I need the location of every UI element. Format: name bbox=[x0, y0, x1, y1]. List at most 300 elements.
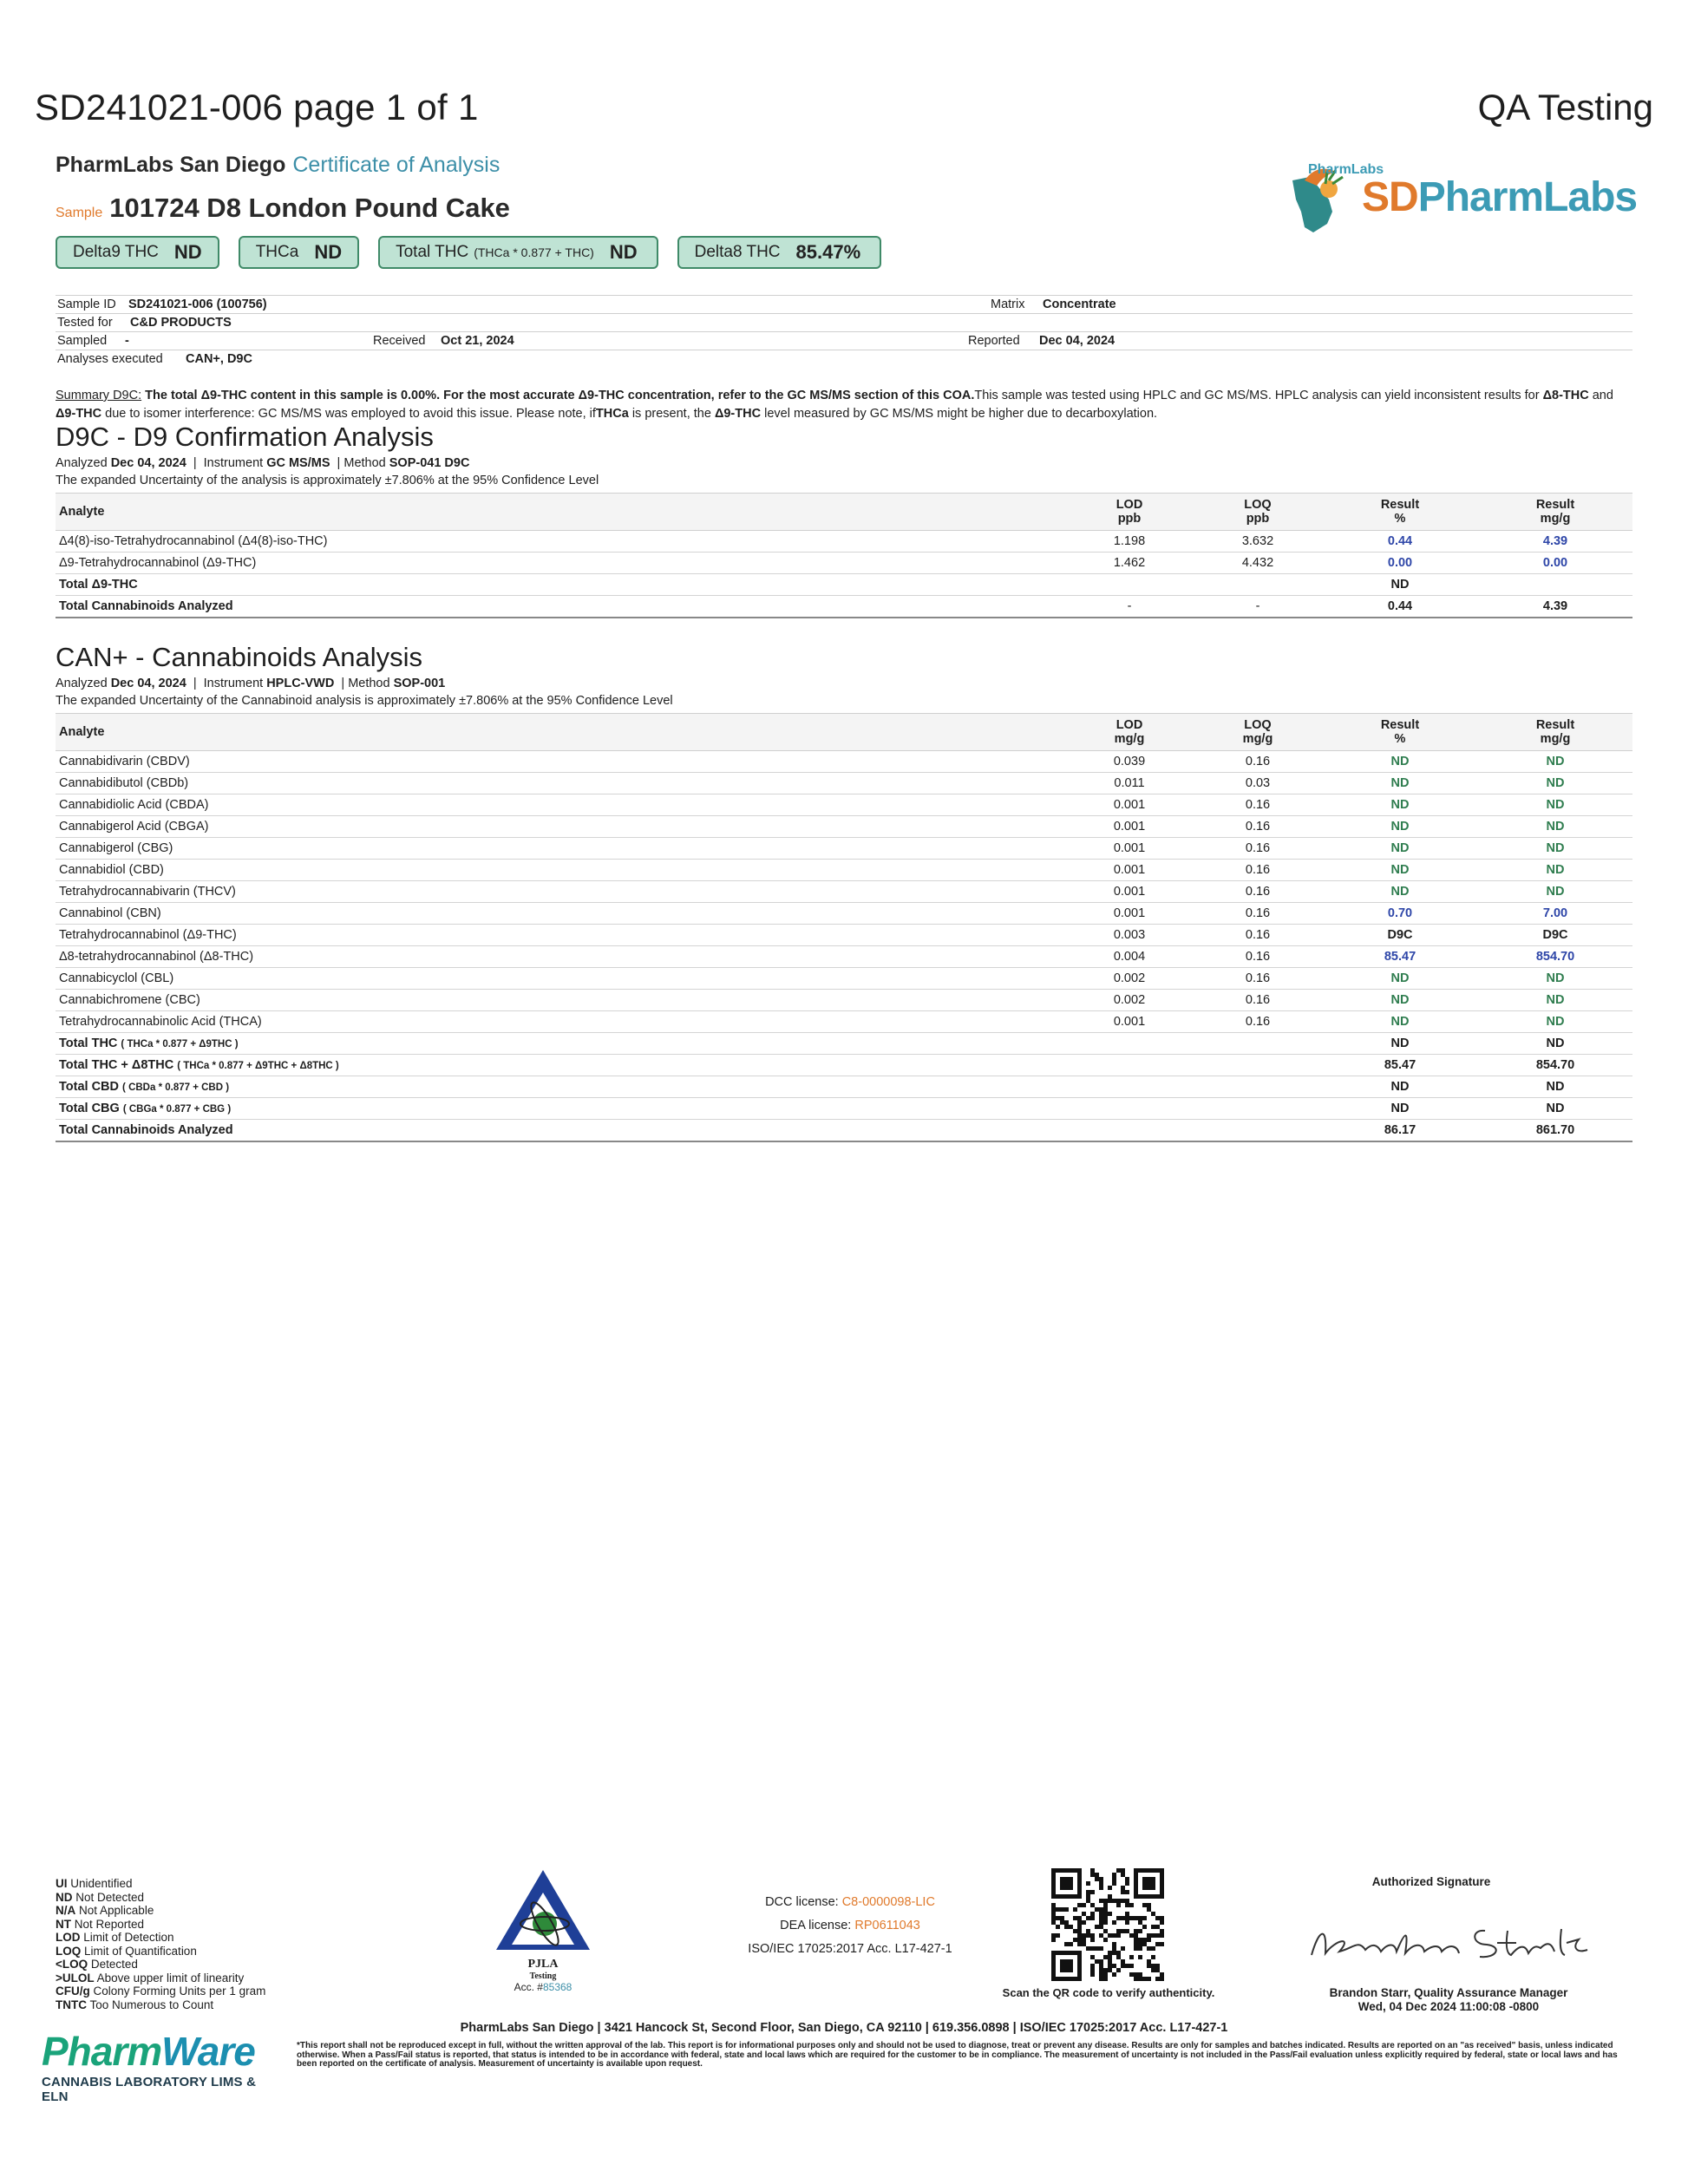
loq-cell: 4.432 bbox=[1194, 553, 1322, 574]
loq-cell bbox=[1194, 1098, 1322, 1120]
table-row bbox=[56, 946, 1632, 968]
qa-testing-label: QA Testing bbox=[1477, 87, 1653, 128]
received-label: Received bbox=[373, 334, 426, 348]
pill-label: Delta8 THC bbox=[694, 243, 781, 261]
total-row bbox=[56, 1098, 1632, 1120]
reported-value: Dec 04, 2024 bbox=[1039, 334, 1116, 348]
legend-item bbox=[56, 1971, 265, 1985]
result-mg-cell: ND bbox=[1478, 794, 1632, 816]
dcc-license bbox=[694, 1891, 1006, 1914]
iso-accreditation: ISO/IEC 17025:2017 Acc. L17-427-1 bbox=[748, 1942, 952, 1956]
result-pct-cell: ND bbox=[1322, 751, 1478, 773]
sample-heading bbox=[56, 193, 510, 224]
table-row bbox=[56, 773, 1632, 794]
total-formula: ( THCa * 0.877 + Δ9THC + Δ8THC ) bbox=[177, 1061, 339, 1071]
loq-cell: 0.16 bbox=[1194, 860, 1322, 881]
legend-text: Colony Forming Units per 1 gram bbox=[93, 1985, 266, 1998]
result-mg-cell: ND bbox=[1478, 881, 1632, 903]
loq-cell: 3.632 bbox=[1194, 531, 1322, 553]
table-row bbox=[56, 881, 1632, 903]
signature-title: Authorized Signature bbox=[1371, 1875, 1491, 1888]
result-mg-cell: 0.00 bbox=[1478, 553, 1632, 574]
loq-cell: 0.16 bbox=[1194, 946, 1322, 968]
lod-cell: 1.462 bbox=[1065, 553, 1194, 574]
legend-item bbox=[56, 1891, 265, 1905]
can-uncertainty: The expanded Uncertainty of the Cannabinoid analysis is approximately ±7.806% at the 95% Confidence Level bbox=[56, 694, 673, 708]
analyte-cell: Cannabigerol Acid (CBGA) bbox=[56, 816, 1065, 838]
dcc-value: C8-0000098-LIC bbox=[841, 1895, 935, 1909]
dea-value: RP0611043 bbox=[854, 1919, 920, 1932]
analyte-cell: Cannabidiolic Acid (CBDA) bbox=[56, 794, 1065, 816]
table-row bbox=[56, 751, 1632, 773]
lod-cell: 0.002 bbox=[1065, 990, 1194, 1011]
can-table bbox=[56, 713, 1632, 1142]
summary-term: THCa bbox=[595, 407, 629, 421]
reported-label: Reported bbox=[968, 334, 1020, 348]
logo-sd: SD bbox=[1362, 174, 1418, 220]
summary-text: due to isomer interference: GC MS/MS was employed to avoid this issue. Please note, if bbox=[101, 407, 596, 421]
meta-row bbox=[56, 295, 1632, 313]
result-header-unit: % bbox=[1394, 512, 1406, 526]
analyte-cell: Cannabidivarin (CBDV) bbox=[56, 751, 1065, 773]
result-header-unit: % bbox=[1394, 732, 1406, 746]
result-mg-cell: 4.39 bbox=[1478, 531, 1632, 553]
matrix-label: Matrix bbox=[991, 298, 1025, 311]
result-pct-cell: ND bbox=[1322, 574, 1478, 596]
instrument-value: GC MS/MS bbox=[266, 456, 330, 470]
table-header-row bbox=[56, 494, 1632, 531]
table-row bbox=[56, 531, 1632, 553]
total-label: Total CBG bbox=[59, 1102, 120, 1115]
loq-cell: 0.16 bbox=[1194, 881, 1322, 903]
legend-abbr: <LOQ bbox=[56, 1958, 88, 1971]
sample-tag: Sample bbox=[56, 206, 103, 220]
analyte-cell: Cannabicyclol (CBL) bbox=[56, 968, 1065, 990]
loq-cell: 0.16 bbox=[1194, 903, 1322, 925]
result-pct-cell: 0.70 bbox=[1322, 903, 1478, 925]
analyte-cell: Cannabigerol (CBG) bbox=[56, 838, 1065, 860]
lod-cell: 0.003 bbox=[1065, 925, 1194, 946]
sampled-label: Sampled bbox=[57, 334, 108, 348]
loq-header bbox=[1194, 494, 1322, 531]
analyte-cell: Tetrahydrocannabinolic Acid (THCA) bbox=[56, 1011, 1065, 1033]
analyte-cell bbox=[56, 1120, 1065, 1142]
total-formula: ( CBDa * 0.877 + CBD ) bbox=[122, 1082, 230, 1093]
total-label: Total THC + Δ8THC bbox=[59, 1058, 174, 1072]
analyte-cell: Tetrahydrocannabivarin (THCV) bbox=[56, 881, 1065, 903]
result-pct-cell: ND bbox=[1322, 1098, 1478, 1120]
result-mg-cell: ND bbox=[1478, 860, 1632, 881]
legend-text: Not Applicable bbox=[79, 1904, 154, 1917]
pill-delta8-thc bbox=[677, 236, 882, 269]
result-pct-cell: ND bbox=[1322, 881, 1478, 903]
legend-abbr: N/A bbox=[56, 1904, 76, 1917]
loq-cell: 0.16 bbox=[1194, 816, 1322, 838]
total-d9-row bbox=[56, 574, 1632, 596]
result-mg-cell: 861.70 bbox=[1478, 1120, 1632, 1142]
total-row bbox=[56, 1120, 1632, 1142]
lod-cell: 0.001 bbox=[1065, 838, 1194, 860]
legend-item bbox=[56, 1998, 265, 2012]
result-pct-header bbox=[1322, 714, 1478, 751]
pill-formula: (THCa * 0.877 + THC) bbox=[474, 245, 594, 259]
lod-cell bbox=[1065, 1098, 1194, 1120]
legend-item bbox=[56, 1931, 265, 1945]
loq-cell: 0.16 bbox=[1194, 1011, 1322, 1033]
table-row bbox=[56, 816, 1632, 838]
loq-header-label: LOQ bbox=[1244, 718, 1272, 732]
loq-cell bbox=[1194, 1033, 1322, 1055]
sample-id-label: Sample ID bbox=[57, 298, 116, 311]
loq-cell bbox=[1194, 574, 1322, 596]
summary-term: Δ9-THC bbox=[714, 407, 762, 421]
summary-text: is present, the bbox=[628, 407, 715, 421]
analyte-cell: Cannabidibutol (CBDb) bbox=[56, 773, 1065, 794]
dea-license bbox=[694, 1914, 1006, 1938]
result-header-label: Result bbox=[1535, 498, 1575, 512]
lod-cell: - bbox=[1065, 596, 1194, 618]
result-header-label: Result bbox=[1535, 718, 1575, 732]
summary-text: level measured by GC MS/MS might be higher due to decarboxylation. bbox=[761, 407, 1158, 421]
d9c-table bbox=[56, 493, 1632, 618]
result-pct-cell: ND bbox=[1322, 1076, 1478, 1098]
sample-id: SD241021-006 (100756) bbox=[128, 298, 267, 311]
result-pct-header bbox=[1322, 494, 1478, 531]
result-pct-cell: ND bbox=[1322, 968, 1478, 990]
logo-pharm: Pharm bbox=[1417, 174, 1544, 220]
total-label: Total THC bbox=[59, 1036, 118, 1050]
result-mg-header bbox=[1478, 494, 1632, 531]
signatory bbox=[1301, 1986, 1596, 2014]
lod-cell: 0.001 bbox=[1065, 816, 1194, 838]
loq-cell bbox=[1194, 1120, 1322, 1142]
lod-header-label: LOD bbox=[1116, 718, 1143, 732]
disclaimer: *This report shall not be reproduced except in full, without the written approval of the lab. This report is for informational purposes only and should not be used to diagnose, treat or prevent any disease. Results are only for samples and batches indicated. Results are reported on an "as received" basis, unless indicated otherwise. When a Pass/Fail status is reported, that status is intended to be in accordance with federal, state and local laws which are required for the customer to be in compliance. The measurement of uncertainty is not included in the Pass/Fail evaluation unless explicitly required by federal, state or local laws and has been reported on the certificate of analysis. Measurement of uncertainty is available upon request. bbox=[297, 2041, 1618, 2069]
pill-value: 85.47% bbox=[795, 241, 861, 263]
loq-cell bbox=[1194, 1076, 1322, 1098]
pharmware-pharm: Pharm bbox=[42, 2029, 162, 2074]
analyzed-value: Dec 04, 2024 bbox=[110, 677, 186, 690]
method-label: Method bbox=[348, 677, 390, 690]
d9c-analyzed-line: Analyzed Dec 04, 2024 | Instrument GC MS/MS | Method SOP-041 D9C bbox=[56, 456, 470, 470]
analyses-label: Analyses executed bbox=[57, 352, 163, 366]
result-pct-cell: 85.47 bbox=[1322, 946, 1478, 968]
total-label: Total Cannabinoids Analyzed bbox=[59, 1123, 233, 1137]
pill-delta9-thc bbox=[56, 236, 219, 269]
lod-cell: 1.198 bbox=[1065, 531, 1194, 553]
loq-cell: 0.16 bbox=[1194, 925, 1322, 946]
lod-cell: 0.001 bbox=[1065, 903, 1194, 925]
lod-cell: 0.004 bbox=[1065, 946, 1194, 968]
analyte-cell: Total Cannabinoids Analyzed bbox=[56, 596, 1065, 618]
analyte-cell bbox=[56, 1033, 1065, 1055]
analyte-cell: Tetrahydrocannabinol (Δ9-THC) bbox=[56, 925, 1065, 946]
analyzed-label: Analyzed bbox=[56, 677, 108, 690]
legend-text: Above upper limit of linearity bbox=[96, 1971, 245, 1985]
pharmware-tagline: CANNABIS LABORATORY LIMS & ELN bbox=[42, 2075, 257, 2104]
lod-header-label: LOD bbox=[1116, 498, 1143, 512]
result-mg-cell: 854.70 bbox=[1478, 1055, 1632, 1076]
pill-label: THCa bbox=[255, 243, 299, 261]
loq-header-unit: mg/g bbox=[1242, 732, 1273, 746]
result-header-label: Result bbox=[1380, 498, 1420, 512]
legend-abbr: UI bbox=[56, 1877, 68, 1890]
result-mg-cell: ND bbox=[1478, 1011, 1632, 1033]
meta-row bbox=[56, 350, 1632, 368]
total-formula: ( THCa * 0.877 + Δ9THC ) bbox=[121, 1039, 239, 1049]
abbreviation-legend bbox=[56, 1877, 265, 2011]
result-header-unit: mg/g bbox=[1540, 732, 1571, 746]
analyses-value: CAN+, D9C bbox=[186, 352, 252, 366]
analyte-header: Analyte bbox=[56, 714, 1065, 751]
table-row bbox=[56, 553, 1632, 574]
matrix-value: Concentrate bbox=[1043, 298, 1116, 311]
lod-cell: 0.039 bbox=[1065, 751, 1194, 773]
pill-value: ND bbox=[314, 241, 343, 263]
lod-cell bbox=[1065, 1076, 1194, 1098]
table-row bbox=[56, 838, 1632, 860]
received-value: Oct 21, 2024 bbox=[441, 334, 514, 348]
analyzed-label: Analyzed bbox=[56, 456, 108, 470]
result-pct-cell: ND bbox=[1322, 1033, 1478, 1055]
result-mg-cell: ND bbox=[1478, 990, 1632, 1011]
pjla-acc-label: Acc. # bbox=[514, 1981, 543, 1993]
legend-abbr: LOQ bbox=[56, 1944, 82, 1958]
loq-cell: 0.16 bbox=[1194, 751, 1322, 773]
analyte-cell: Δ4(8)-iso-Tetrahydrocannabinol (Δ4(8)-iso-THC) bbox=[56, 531, 1065, 553]
signature-date: Wed, 04 Dec 2024 11:00:08 -0800 bbox=[1358, 2000, 1540, 2013]
meta-row bbox=[56, 313, 1632, 331]
lod-cell: 0.001 bbox=[1065, 881, 1194, 903]
doc-type: Certificate of Analysis bbox=[292, 153, 501, 177]
tested-for: C&D PRODUCTS bbox=[130, 316, 232, 330]
legend-text: Unidentified bbox=[70, 1877, 133, 1890]
total-row bbox=[56, 1076, 1632, 1098]
verification-qr-code[interactable] bbox=[1051, 1868, 1164, 1981]
summary-pills bbox=[56, 236, 881, 269]
summary-term: Δ9-THC bbox=[56, 407, 102, 421]
instrument-label: Instrument bbox=[203, 456, 264, 470]
result-mg-header bbox=[1478, 714, 1632, 751]
dea-label: DEA license: bbox=[780, 1919, 852, 1932]
result-mg-cell: ND bbox=[1478, 1033, 1632, 1055]
result-pct-cell: ND bbox=[1322, 773, 1478, 794]
legend-item bbox=[56, 1958, 265, 1971]
licenses bbox=[694, 1891, 1006, 1961]
pjla-name: PJLA bbox=[527, 1958, 559, 1971]
lod-header-unit: ppb bbox=[1117, 512, 1142, 526]
loq-cell: 0.16 bbox=[1194, 968, 1322, 990]
result-pct-cell: ND bbox=[1322, 794, 1478, 816]
pharmware-wordmark bbox=[42, 2030, 267, 2073]
sdpharmlabs-logo bbox=[1275, 154, 1638, 241]
instrument-label: Instrument bbox=[203, 677, 264, 690]
instrument-value: HPLC-VWD bbox=[266, 677, 335, 690]
analyte-cell: Cannabinol (CBN) bbox=[56, 903, 1065, 925]
lod-cell: 0.001 bbox=[1065, 1011, 1194, 1033]
loq-cell: 0.16 bbox=[1194, 794, 1322, 816]
table-row bbox=[56, 925, 1632, 946]
result-mg-cell: 7.00 bbox=[1478, 903, 1632, 925]
legend-abbr: TNTC bbox=[56, 1998, 87, 2011]
result-pct-cell: 85.47 bbox=[1322, 1055, 1478, 1076]
lod-cell: 0.001 bbox=[1065, 794, 1194, 816]
loq-cell: 0.16 bbox=[1194, 990, 1322, 1011]
pill-label: Delta9 THC bbox=[73, 243, 159, 261]
table-row bbox=[56, 903, 1632, 925]
total-label: Total CBD bbox=[59, 1080, 120, 1094]
result-mg-cell: ND bbox=[1478, 838, 1632, 860]
result-pct-cell: ND bbox=[1322, 816, 1478, 838]
table-row bbox=[56, 794, 1632, 816]
result-mg-cell: ND bbox=[1478, 816, 1632, 838]
lod-header bbox=[1065, 494, 1194, 531]
summary-text: This sample was tested using HPLC and GC MS/MS. HPLC analysis can yield inconsistent results for bbox=[974, 389, 1543, 402]
legend-abbr: ND bbox=[56, 1890, 73, 1904]
analyzed-value: Dec 04, 2024 bbox=[110, 456, 186, 470]
report-id-page: SD241021-006 page 1 of 1 bbox=[35, 87, 479, 128]
result-mg-cell: 854.70 bbox=[1478, 946, 1632, 968]
analyte-cell: Δ8-tetrahydrocannabinol (Δ8-THC) bbox=[56, 946, 1065, 968]
result-pct-cell: ND bbox=[1322, 1011, 1478, 1033]
logo-arc-label: PharmLabs bbox=[1308, 162, 1384, 177]
method-value: SOP-001 bbox=[393, 677, 446, 690]
table-row bbox=[56, 1011, 1632, 1033]
legend-abbr: >ULOL bbox=[56, 1971, 95, 1985]
pill-thca bbox=[239, 236, 359, 269]
pill-value: ND bbox=[609, 241, 638, 263]
summary-label: Summary D9C: bbox=[56, 389, 142, 402]
lod-cell bbox=[1065, 1055, 1194, 1076]
pjla-acc-number: 85368 bbox=[542, 1981, 572, 1993]
lab-heading bbox=[56, 153, 500, 178]
pharmware-ware: Ware bbox=[161, 2029, 255, 2074]
analyte-cell: Δ9-Tetrahydrocannabinol (Δ9-THC) bbox=[56, 553, 1065, 574]
loq-cell: 0.16 bbox=[1194, 838, 1322, 860]
can-title: CAN+ - Cannabinoids Analysis bbox=[56, 642, 423, 672]
legend-abbr: NT bbox=[56, 1917, 71, 1931]
summary-term: Δ8-THC bbox=[1542, 389, 1589, 402]
legend-item bbox=[56, 1918, 265, 1932]
result-mg-cell: D9C bbox=[1478, 925, 1632, 946]
table-row bbox=[56, 968, 1632, 990]
result-pct-cell: 0.44 bbox=[1322, 596, 1478, 618]
analyte-cell bbox=[56, 1076, 1065, 1098]
legend-item bbox=[56, 1945, 265, 1958]
legend-text: Limit of Detection bbox=[83, 1931, 174, 1944]
analyte-cell: Cannabichromene (CBC) bbox=[56, 990, 1065, 1011]
result-pct-cell: ND bbox=[1322, 860, 1478, 881]
result-pct-cell: 0.44 bbox=[1322, 531, 1478, 553]
dcc-label: DCC license: bbox=[765, 1895, 839, 1909]
result-header-label: Result bbox=[1380, 718, 1420, 732]
legend-abbr: LOD bbox=[56, 1931, 81, 1944]
signature-image bbox=[1301, 1905, 1596, 1974]
meta-row bbox=[56, 331, 1632, 350]
result-header-unit: mg/g bbox=[1540, 512, 1571, 526]
lod-cell bbox=[1065, 1033, 1194, 1055]
lab-address: PharmLabs San Diego | 3421 Hancock St, Second Floor, San Diego, CA 92110 | 619.356.0898 | ISO/IEC 17025:2017 Acc. L17-427-1 bbox=[460, 2021, 1228, 2035]
result-mg-cell: ND bbox=[1478, 751, 1632, 773]
analyte-cell bbox=[56, 1055, 1065, 1076]
legend-text: Not Reported bbox=[74, 1917, 145, 1931]
result-pct-cell: D9C bbox=[1322, 925, 1478, 946]
signatory-name: Brandon Starr, Quality Assurance Manager bbox=[1329, 1986, 1568, 1999]
lod-cell bbox=[1065, 574, 1194, 596]
tested-for-label: Tested for bbox=[57, 316, 113, 330]
result-pct-cell: 0.00 bbox=[1322, 553, 1478, 574]
lod-cell: 0.002 bbox=[1065, 968, 1194, 990]
summary-text: and bbox=[1588, 389, 1613, 402]
loq-header-label: LOQ bbox=[1244, 498, 1272, 512]
analyte-cell bbox=[56, 1098, 1065, 1120]
legend-text: Detected bbox=[90, 1958, 138, 1971]
lod-cell: 0.001 bbox=[1065, 860, 1194, 881]
total-row bbox=[56, 1033, 1632, 1055]
lod-cell bbox=[1065, 1120, 1194, 1142]
result-mg-cell: ND bbox=[1478, 773, 1632, 794]
pill-value: ND bbox=[173, 241, 202, 263]
can-analyzed-line: Analyzed Dec 04, 2024 | Instrument HPLC-VWD | Method SOP-001 bbox=[56, 677, 446, 690]
logo-wordmark bbox=[1362, 173, 1637, 221]
lab-name: PharmLabs San Diego bbox=[56, 153, 286, 177]
pjla-triangle-icon bbox=[491, 1867, 595, 1971]
pharmware-logo bbox=[42, 2030, 267, 2102]
analyte-cell: Cannabidiol (CBD) bbox=[56, 860, 1065, 881]
result-pct-cell: ND bbox=[1322, 838, 1478, 860]
loq-cell: 0.03 bbox=[1194, 773, 1322, 794]
pill-label: Total THC bbox=[396, 243, 469, 261]
analyte-header: Analyte bbox=[56, 494, 1065, 531]
legend-text: Too Numerous to Count bbox=[89, 1998, 214, 2011]
summary-bold: The total Δ9-THC content in this sample is 0.00%. For the most accurate Δ9-THC concentration, refer to the GC MS/MS section of this COA. bbox=[145, 389, 975, 402]
method-label: Method bbox=[343, 456, 386, 470]
result-mg-cell: ND bbox=[1478, 1076, 1632, 1098]
sampled-value: - bbox=[125, 334, 129, 348]
pjla-badge bbox=[491, 1867, 595, 2005]
summary-d9c bbox=[56, 387, 1632, 423]
result-mg-cell: ND bbox=[1478, 968, 1632, 990]
table-row bbox=[56, 860, 1632, 881]
table-row bbox=[56, 990, 1632, 1011]
sample-meta bbox=[56, 295, 1632, 368]
qr-code-icon bbox=[1051, 1868, 1164, 1981]
legend-item bbox=[56, 1985, 265, 1998]
legend-abbr: CFU/g bbox=[56, 1985, 90, 1998]
total-row bbox=[56, 1055, 1632, 1076]
qr-caption: Scan the QR code to verify authenticity. bbox=[1002, 1986, 1215, 1999]
legend-text: Not Detected bbox=[75, 1890, 145, 1904]
legend-text: Limit of Quantification bbox=[84, 1944, 197, 1958]
loq-header-unit: ppb bbox=[1246, 512, 1270, 526]
lod-header bbox=[1065, 714, 1194, 751]
analyte-cell: Total Δ9-THC bbox=[56, 574, 1065, 596]
sample-name: 101724 D8 London Pound Cake bbox=[109, 193, 510, 223]
loq-cell bbox=[1194, 1055, 1322, 1076]
method-value: SOP-041 D9C bbox=[389, 456, 470, 470]
pill-total-thc bbox=[378, 236, 658, 269]
total-formula: ( CBGa * 0.877 + CBG ) bbox=[122, 1104, 232, 1115]
total-cannabinoids-row bbox=[56, 596, 1632, 618]
pjla-acc bbox=[491, 1981, 595, 1993]
result-mg-cell bbox=[1478, 574, 1632, 596]
lod-cell: 0.011 bbox=[1065, 773, 1194, 794]
result-mg-cell: 4.39 bbox=[1478, 596, 1632, 618]
result-pct-cell: ND bbox=[1322, 990, 1478, 1011]
legend-item bbox=[56, 1877, 265, 1891]
logo-labs: Labs bbox=[1543, 174, 1638, 220]
result-pct-cell: 86.17 bbox=[1322, 1120, 1478, 1142]
